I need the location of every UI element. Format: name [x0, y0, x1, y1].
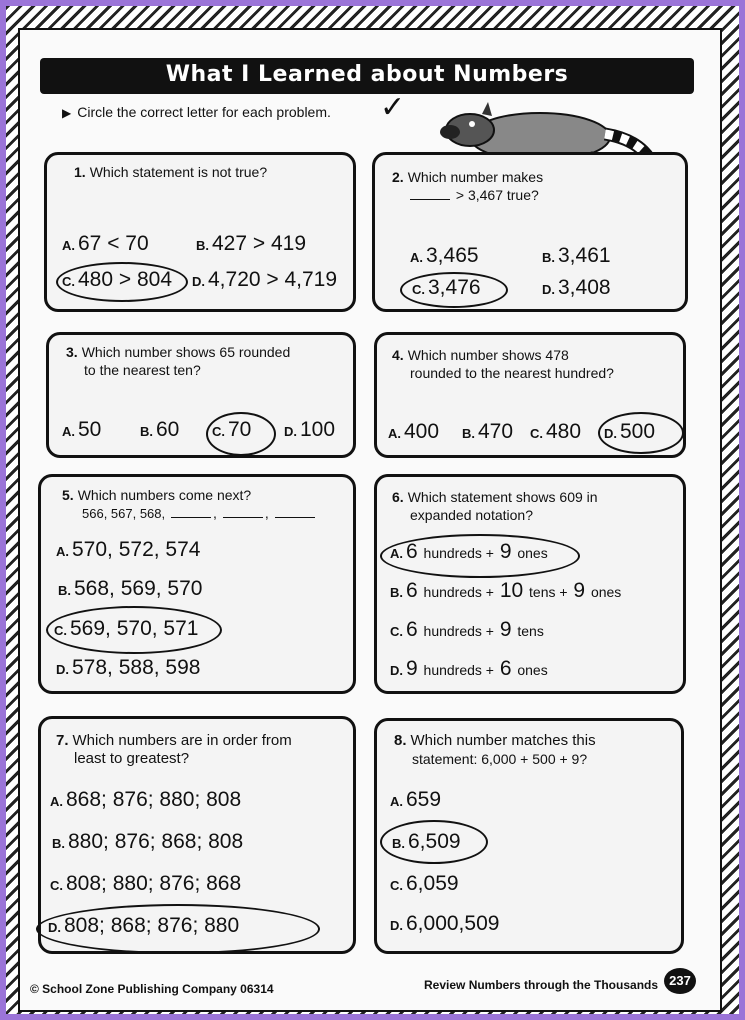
option-letter: C.: [50, 878, 63, 893]
option-b[interactable]: [462, 420, 513, 444]
option-text: 70: [228, 418, 252, 441]
question-number: 8.: [394, 732, 407, 749]
footer-copyright: © School Zone Publishing Company 06314: [30, 982, 274, 996]
option-text: 3,465: [426, 244, 479, 267]
option-text: 808; 880; 876; 868: [66, 872, 242, 895]
option-text: 50: [78, 418, 102, 441]
question-number: 6.: [392, 489, 404, 505]
question-8: [394, 732, 596, 769]
option-letter: B.: [196, 238, 209, 253]
answer-circle: [206, 412, 276, 456]
option-a[interactable]: [62, 232, 149, 256]
question-number: 3.: [66, 344, 78, 360]
option-text: 4,720 > 4,719: [208, 268, 338, 291]
option-text: 427 > 419: [212, 232, 307, 255]
option-text: 6,000,509: [406, 912, 500, 935]
option-letter: D.: [56, 662, 69, 677]
option-letter: A.: [62, 238, 75, 253]
question-5: 5. Which numbers come next? 566, 567, 568, , ,: [62, 486, 317, 523]
question-text-line2: to the nearest ten?: [84, 362, 201, 378]
option-text: 570, 572, 574: [72, 538, 201, 561]
option-letter: A.: [410, 250, 423, 265]
option-letter: D.: [390, 918, 403, 933]
option-d[interactable]: [192, 268, 337, 292]
option-letter: B.: [462, 426, 475, 441]
question-6: [392, 488, 598, 524]
question-number: 1.: [74, 164, 86, 180]
answer-circle: [380, 820, 488, 864]
option-value: 9: [573, 579, 586, 602]
option-a[interactable]: [56, 538, 200, 562]
option-text: 659: [406, 788, 442, 811]
option-text: 67 < 70: [78, 232, 149, 255]
title-banner: [40, 58, 694, 94]
answer-circle: [46, 606, 222, 654]
option-a[interactable]: [410, 244, 479, 268]
option-value: 6: [406, 618, 418, 641]
option-text: 400: [404, 420, 440, 443]
option-unit: ones: [517, 545, 548, 561]
option-text: 470: [478, 420, 514, 443]
option-b[interactable]: [390, 579, 621, 603]
option-unit: ones: [590, 584, 622, 600]
option-d[interactable]: [56, 656, 200, 680]
option-unit: tens: [517, 623, 544, 639]
option-text: 569, 570, 571: [70, 617, 199, 640]
question-text-line2: > 3,467 true?: [455, 187, 539, 203]
option-value: 9: [499, 618, 512, 641]
question-text-line1: Which number matches this: [410, 732, 596, 749]
option-letter: A.: [62, 424, 75, 439]
option-letter: B.: [58, 583, 71, 598]
question-text-line1: Which numbers are in order from: [72, 732, 292, 749]
option-text: 6,059: [406, 872, 459, 895]
option-text: 500: [620, 420, 656, 443]
question-number: 7.: [56, 732, 69, 749]
option-unit: hundreds +: [423, 623, 494, 639]
answer-blank: [275, 517, 315, 518]
option-letter: A.: [390, 794, 403, 809]
option-b[interactable]: [58, 577, 202, 601]
question-text: Which statement is not true?: [89, 164, 268, 180]
option-c[interactable]: [530, 420, 581, 444]
option-value: 6: [406, 579, 418, 602]
option-letter: A.: [390, 546, 403, 561]
option-c[interactable]: [50, 872, 241, 896]
footer-chapter: Review Numbers through the Thousands: [424, 978, 659, 992]
option-d[interactable]: [542, 276, 611, 300]
option-letter: B.: [52, 836, 65, 851]
answer-blank: [410, 199, 450, 200]
option-text: 3,408: [558, 276, 611, 299]
option-b[interactable]: [52, 830, 243, 854]
option-letter: C.: [390, 878, 403, 893]
answer-blank: [223, 517, 263, 518]
option-b[interactable]: [542, 244, 611, 268]
option-letter: D.: [604, 426, 617, 441]
option-d[interactable]: [390, 912, 499, 936]
option-a[interactable]: [388, 420, 439, 444]
question-text-line1: Which number makes: [407, 169, 544, 185]
option-letter: D.: [192, 274, 205, 289]
answer-circle: [400, 272, 508, 308]
option-text: 3,476: [428, 276, 481, 299]
answer-circle: [598, 412, 684, 454]
question-1: [74, 163, 267, 181]
option-unit: hundreds +: [423, 662, 494, 678]
option-letter: A.: [50, 794, 63, 809]
question-text-line2: expanded notation?: [410, 507, 533, 523]
page-number: 237: [664, 968, 696, 994]
question-text-line1: Which statement shows 609 in: [407, 489, 598, 505]
option-letter: B.: [390, 585, 403, 600]
option-a[interactable]: [62, 418, 101, 442]
option-text: 100: [300, 418, 336, 441]
option-value: 9: [499, 540, 512, 563]
instruction-text: Circle the correct letter for each problem.: [77, 104, 331, 120]
question-text-line1: Which number shows 478: [407, 347, 569, 363]
option-letter: A.: [56, 544, 69, 559]
question-text-line2: least to greatest?: [74, 750, 190, 767]
option-b[interactable]: [196, 232, 306, 256]
option-text: 3,461: [558, 244, 611, 267]
option-text: 480: [546, 420, 582, 443]
option-c[interactable]: [390, 872, 459, 896]
answer-circle: [36, 904, 320, 954]
question-number: 2.: [392, 169, 404, 185]
question-7: [56, 732, 292, 768]
option-a[interactable]: [50, 788, 241, 812]
option-letter: C.: [212, 424, 225, 439]
instruction: [62, 104, 331, 120]
option-unit: ones: [517, 662, 548, 678]
question-3: [66, 343, 290, 379]
option-value: 9: [406, 657, 418, 680]
option-value: 6: [499, 657, 512, 680]
option-letter: C.: [530, 426, 543, 441]
option-letter: D.: [542, 282, 555, 297]
question-text-line1: Which number shows 65 rounded: [81, 344, 291, 360]
option-letter: B.: [542, 250, 555, 265]
question-number: 4.: [392, 347, 404, 363]
option-a[interactable]: [390, 788, 441, 812]
option-unit: hundreds +: [423, 545, 494, 561]
question-text-line2: 566, 567, 568,: [82, 506, 166, 521]
option-unit: hundreds +: [423, 584, 494, 600]
option-d[interactable]: [284, 418, 335, 442]
option-letter: C.: [390, 624, 403, 639]
option-letter: C.: [412, 282, 425, 297]
option-text: 480 > 804: [78, 268, 173, 291]
option-value: 6: [406, 540, 418, 563]
option-letter: B.: [140, 424, 153, 439]
answer-circle: [56, 262, 188, 302]
option-letter: C.: [62, 274, 75, 289]
option-text: 808; 868; 876; 880: [64, 914, 240, 937]
option-c[interactable]: [390, 618, 544, 642]
option-text: 880; 876; 868; 808: [68, 830, 244, 853]
option-value: 10: [499, 579, 524, 602]
option-letter: B.: [392, 836, 405, 851]
option-d[interactable]: [390, 657, 548, 681]
question-text-line1: Which numbers come next?: [77, 487, 252, 503]
option-letter: C.: [54, 623, 67, 638]
option-letter: D.: [284, 424, 297, 439]
question-2: [392, 168, 543, 204]
question-number: 5.: [62, 487, 74, 503]
option-text: 568, 569, 570: [74, 577, 203, 600]
option-letter: D.: [390, 663, 403, 678]
option-text: 6,509: [408, 830, 461, 853]
option-letter: A.: [388, 426, 401, 441]
page-title: What I Learned about Numbers: [165, 62, 569, 87]
handwritten-checkmark: ✓: [380, 90, 406, 125]
question-text-line2: rounded to the nearest hundred?: [410, 365, 614, 381]
answer-blank: [171, 517, 211, 518]
arrow-icon: ▶: [62, 106, 72, 120]
option-text: 868; 876; 880; 808: [66, 788, 242, 811]
question-text-line2: statement: 6,000 + 500 + 9?: [412, 751, 588, 767]
option-text: 578, 588, 598: [72, 656, 201, 679]
option-text: 60: [156, 418, 180, 441]
option-letter: D.: [48, 920, 61, 935]
option-b[interactable]: [140, 418, 179, 442]
question-4: [392, 346, 614, 382]
option-unit: tens +: [529, 584, 568, 600]
answer-circle: [380, 534, 580, 578]
